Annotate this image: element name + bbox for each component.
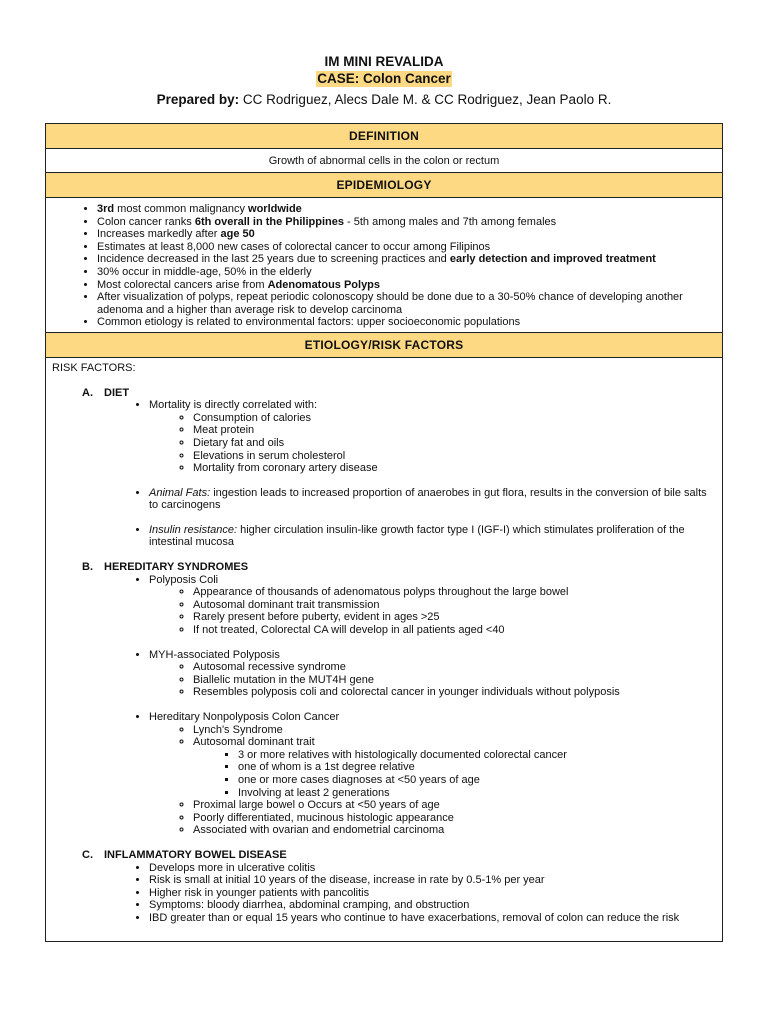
list-item: ◦ Biallelic mutation in the MUT4H gene: [193, 674, 714, 687]
list-item: • Increases markedly after age 50: [97, 228, 714, 241]
list-item: ▪ 3 or more relatives with histologically documented colorectal cancer: [238, 749, 714, 762]
list-item: • Higher risk in younger patients with pancolitis: [149, 887, 714, 900]
epidemiology-list: [46, 198, 722, 332]
list-item: ◦ Resembles polyposis coli and colorectal cancer in younger individuals without polyposis: [193, 686, 714, 699]
list-item: ▪ Involving at least 2 generations: [238, 787, 714, 800]
case-table: [45, 123, 723, 942]
list-item: • Insulin resistance: higher circulation insulin-like growth factor type I (IGF-I) which stimulates proliferation of the intestinal mucosa: [149, 524, 714, 549]
list-item: ◦ Lynch's Syndrome: [193, 724, 714, 737]
list-item: • Develops more in ulcerative colitis: [149, 862, 714, 875]
list-item: • Estimates at least 8,000 new cases of colorectal cancer to occur among Filipinos: [97, 241, 714, 254]
list-item: • Colon cancer ranks 6th overall in the Philippines - 5th among males and 7th among females: [97, 216, 714, 229]
list-item: ◦ Rarely present before puberty, evident in ages >25: [193, 611, 714, 624]
list-item: ▪ one of whom is a 1st degree relative: [238, 761, 714, 774]
subsection-diet: A. DIET: [82, 386, 130, 399]
list-item: • 30% occur in middle-age, 50% in the elderly: [97, 266, 714, 279]
list-item: ◦ Poorly differentiated, mucinous histologic appearance: [193, 812, 714, 825]
list-item: • Incidence decreased in the last 25 years due to screening practices and early detection and improved treatment: [97, 253, 714, 266]
list-item: ◦ If not treated, Colorectal CA will develop in all patients aged <40: [193, 624, 714, 637]
document-header: [0, 53, 768, 110]
diet-list: [52, 399, 714, 549]
list-item: ▪ one or more cases diagnoses at <50 years of age: [238, 774, 714, 787]
list-item: ◦ Consumption of calories: [193, 412, 714, 425]
list-item: • MYH-associated Polyposis ◦ Autosomal recessive syndrome ◦ Biallelic mutation in the MUT4H gene ◦ Resembles polyposis coli and colorectal cancer in younger individuals without polyposis: [149, 649, 714, 711]
list-item: ◦ Meat protein: [193, 424, 714, 437]
list-item: • Common etiology is related to environmental factors: upper socioeconomic populations: [97, 316, 714, 329]
list-item: ◦ Proximal large bowel o Occurs at <50 years of age: [193, 799, 714, 812]
etiology-heading: ETIOLOGY/RISK FACTORS: [46, 332, 723, 357]
list-item: • Hereditary Nonpolyposis Colon Cancer ◦ Lynch's Syndrome ◦ Autosomal dominant trait ▪ 3 or more relatives with histologically documented colorectal cancer ▪ one of whom is a 1st degree relative ▪ one or more cases diagnoses at <50 years of age ▪ Involving at least 2 generations ◦ Proximal large bowel o Occurs at <50 years of age ◦ Poorly differentiated, mucinous histologic appearance ◦ Associated with ovarian and endometrial carcinoma: [149, 711, 714, 837]
prepared-by-names: CC Rodriguez, Alecs Dale M. & CC Rodriguez, Jean Paolo R.: [239, 92, 612, 107]
list-item: ◦ Associated with ovarian and endometrial carcinoma: [193, 824, 714, 837]
list-item: ◦ Dietary fat and oils: [193, 437, 714, 450]
ibd-list: [52, 862, 714, 925]
prepared-by-label: Prepared by:: [156, 92, 240, 107]
list-item: ◦ Autosomal recessive syndrome: [193, 661, 714, 674]
epidemiology-cell: [46, 198, 723, 333]
doc-title: IM MINI REVALIDA: [324, 54, 444, 69]
risk-factors-label: RISK FACTORS:: [52, 361, 136, 374]
subsection-ibd: C. INFLAMMATORY BOWEL DISEASE: [82, 848, 287, 861]
list-item: • Polyposis Coli ◦ Appearance of thousands of adenomatous polyps throughout the large bowel ◦ Autosomal dominant trait transmission ◦ Rarely present before puberty, evident in ages >25 ◦ If not treated, Colorectal CA will develop in all patients aged <40: [149, 574, 714, 649]
list-item: • Risk is small at initial 10 years of the disease, increase in rate by 0.5-1% per year: [149, 874, 714, 887]
case-label: CASE: Colon Cancer: [317, 71, 451, 86]
list-item: • Animal Fats: ingestion leads to increased proportion of anaerobes in gut flora, results in the conversion of bile salts to carcinogens: [149, 487, 714, 524]
list-item: ◦ Appearance of thousands of adenomatous polyps throughout the large bowel: [193, 586, 714, 599]
list-item: ◦ Elevations in serum cholesterol: [193, 450, 714, 463]
hereditary-list: [52, 574, 714, 837]
etiology-cell: [46, 357, 723, 941]
list-item: • Symptoms: bloody diarrhea, abdominal cramping, and obstruction: [149, 899, 714, 912]
list-item: • After visualization of polyps, repeat periodic colonoscopy should be done due to a 30-50% chance of developing another adenoma and a higher than average risk to develop carcinoma: [97, 291, 714, 316]
definition-text: Growth of abnormal cells in the colon or rectum: [46, 149, 723, 173]
subsection-hereditary: B. HEREDITARY SYNDROMES: [82, 561, 249, 574]
definition-heading: DEFINITION: [46, 124, 723, 149]
list-item: ◦ Mortality from coronary artery disease: [193, 462, 714, 475]
list-item: • 3rd most common malignancy worldwide: [97, 203, 714, 216]
list-item: • IBD greater than or equal 15 years who continue to have exacerbations, removal of colon can reduce the risk: [149, 912, 714, 925]
list-item: • Most colorectal cancers arise from Adenomatous Polyps: [97, 279, 714, 292]
list-item: • Mortality is directly correlated with: ◦ Consumption of calories ◦ Meat protein ◦ Dietary fat and oils ◦ Elevations in serum cholesterol ◦ Mortality from coronary artery disease: [149, 399, 714, 487]
prepared-by: [0, 90, 768, 110]
epidemiology-heading: EPIDEMIOLOGY: [46, 173, 723, 198]
list-item: ◦ Autosomal dominant trait ▪ 3 or more relatives with histologically documented colorectal cancer ▪ one of whom is a 1st degree relative ▪ one or more cases diagnoses at <50 years of age ▪ Involving at least 2 generations: [193, 736, 714, 799]
list-item: ◦ Autosomal dominant trait transmission: [193, 599, 714, 612]
